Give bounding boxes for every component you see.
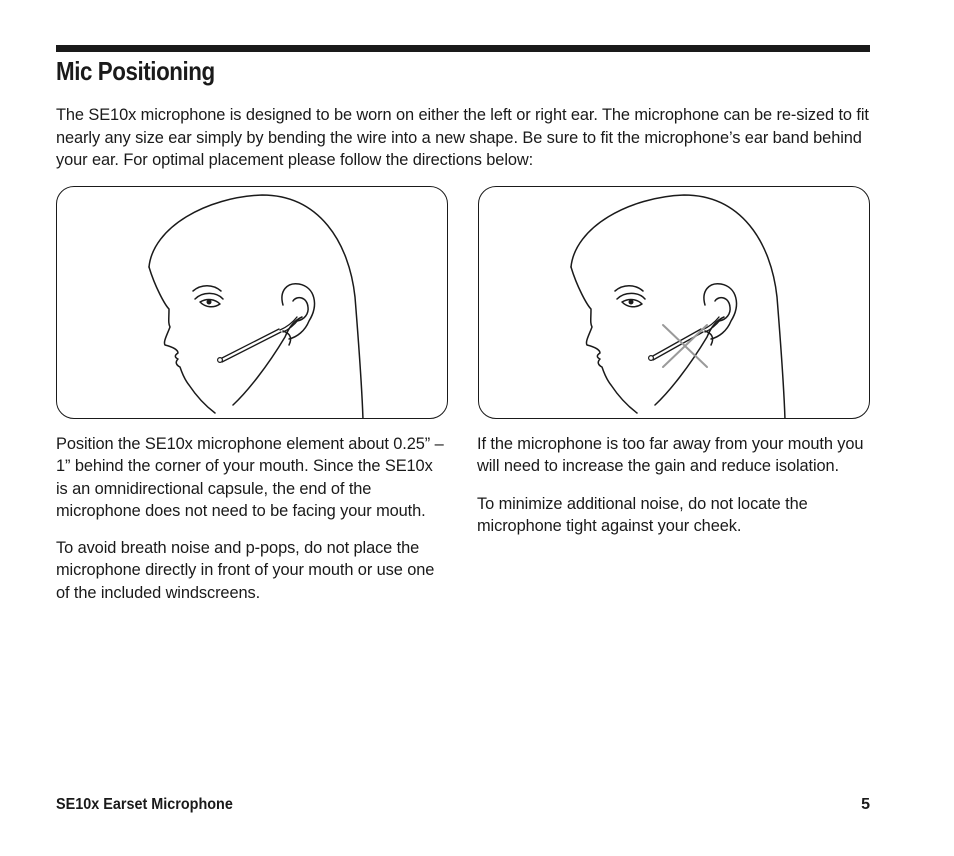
page-title: Mic Positioning [56,56,215,86]
right-paragraph-1: If the microphone is too far away from your mouth you will need to increase the gain and reduce isolation. [477,435,864,476]
header-rule [56,45,870,52]
footer-product-name: SE10x Earset Microphone [56,796,233,813]
right-paragraph-2: To minimize additional noise, do not locate the microphone tight against your cheek. [477,494,808,535]
left-paragraph-2: To avoid breath noise and p-pops, do not place the microphone directly in front of your mouth or use one of the included windscreens. [56,539,435,602]
left-text-column [56,433,448,619]
figure-correct-placement [56,186,448,419]
head-with-earset-illustration-icon [479,187,870,419]
left-paragraph-1: Position the SE10x microphone element about 0.25” – 1” behind the corner of your mouth. Since the SE10x is an omnidirectional capsule, the end of the microphone does not need to be facing your mouth. [56,435,444,520]
figure-incorrect-placement [478,186,870,419]
intro-paragraph: The SE10x microphone is designed to be worn on either the left or right ear. The microphone can be re-sized to fit nearly any size ear simply by bending the wire into a new shape. Be sure to fit the microphone’s ear band behind your ear. For optimal placement please follow the directions below: [56,106,869,169]
page-number: 5 [861,796,870,813]
head-with-earset-illustration-icon [57,187,448,419]
right-text-column [477,433,869,552]
